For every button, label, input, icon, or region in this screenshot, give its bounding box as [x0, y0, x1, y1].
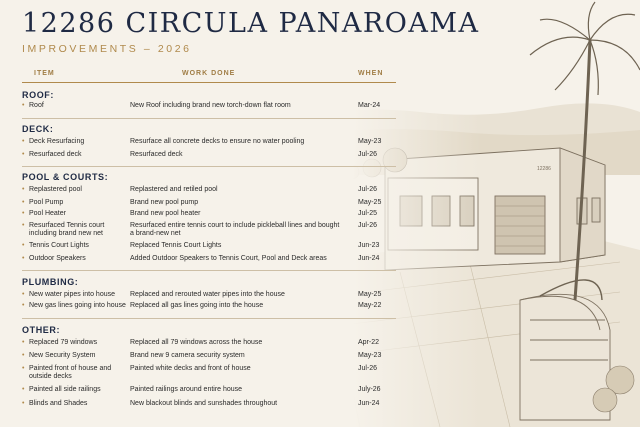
bullet-icon: • — [22, 199, 25, 206]
when-date: May-22 — [358, 302, 382, 309]
work-done: Replaced and rerouted water pipes into the house — [130, 291, 285, 298]
when-date: Mar-24 — [358, 102, 381, 109]
bullet-icon: • — [22, 400, 25, 407]
section-divider — [22, 166, 396, 167]
bullet-icon: • — [22, 352, 25, 359]
section-title-roof: ROOF: — [22, 90, 54, 100]
work-done: Painted railings around entire house — [130, 386, 243, 393]
section-divider — [22, 318, 396, 319]
when-date: Apr-22 — [358, 339, 380, 346]
when-date: May-25 — [358, 291, 382, 298]
header-divider — [22, 82, 396, 83]
work-done: Added Outdoor Speakers to Tennis Court, Pool and Deck areas — [130, 255, 327, 262]
bullet-icon: • — [22, 102, 25, 109]
page-title: 12286 CIRCULA PANAROAMA — [22, 8, 480, 39]
bullet-icon: • — [22, 386, 25, 393]
when-date: May-23 — [358, 138, 382, 145]
page-subtitle: IMPROVEMENTS – 2026 — [22, 43, 192, 55]
section-title-deck: DECK: — [22, 124, 54, 134]
bullet-icon: • — [22, 365, 25, 372]
work-done: New Roof including brand new torch-down flat room — [130, 102, 291, 109]
item-name: Painted front of house and outside decks — [29, 365, 112, 380]
work-done: Brand new 9 camera security system — [130, 352, 245, 359]
section-title-plumbing: PLUMBING: — [22, 277, 79, 287]
section-title-other: OTHER: — [22, 325, 61, 335]
item-name: Pool Heater — [29, 210, 66, 217]
item-name: Replaced 79 windows — [29, 339, 98, 346]
item-name: New Security System — [29, 352, 96, 359]
when-date: Jul-26 — [358, 151, 378, 158]
bullet-icon: • — [22, 302, 25, 309]
when-date: Jun-24 — [358, 400, 380, 407]
when-date: May-25 — [358, 199, 382, 206]
bullet-icon: • — [22, 291, 25, 298]
when-date: July-26 — [358, 386, 381, 393]
bullet-icon: • — [22, 210, 25, 217]
column-header-work-done: WORK DONE — [182, 70, 236, 77]
work-done: New blackout blinds and sunshades throughout — [130, 400, 278, 407]
when-date: Jul-26 — [358, 365, 378, 372]
item-name: Replastered pool — [29, 186, 82, 193]
when-date: Jul-26 — [358, 186, 378, 193]
bullet-icon: • — [22, 242, 25, 249]
work-done: Replaced all 79 windows across the house — [130, 339, 263, 346]
bullet-icon: • — [22, 186, 25, 193]
item-name: Painted all side railings — [29, 386, 101, 393]
when-date: May-23 — [358, 352, 382, 359]
work-done: Replaced Tennis Court Lights — [130, 242, 222, 249]
item-name: Roof — [29, 102, 44, 109]
bullet-icon: • — [22, 339, 25, 346]
item-name: Blinds and Shades — [29, 400, 88, 407]
work-done: Brand new pool heater — [130, 210, 201, 217]
work-done: Resurfaced entire tennis court to include pickleball lines and bought a brand-new net — [130, 222, 340, 237]
item-name: Tennis Court Lights — [29, 242, 89, 249]
bullet-icon: • — [22, 151, 25, 158]
item-name: Deck Resurfacing — [29, 138, 85, 145]
when-date: Jul-26 — [358, 222, 378, 229]
section-title-pool-courts: POOL & COURTS: — [22, 172, 109, 182]
when-date: Jul-25 — [358, 210, 378, 217]
work-done: Replastered and retiled pool — [130, 186, 218, 193]
item-name: Outdoor Speakers — [29, 255, 86, 262]
bullet-icon: • — [22, 138, 25, 145]
item-name: New gas lines going into house — [29, 302, 126, 309]
section-divider — [22, 270, 396, 271]
work-done: Replaced all gas lines going into the house — [130, 302, 264, 309]
column-header-when: WHEN — [358, 70, 384, 77]
work-done: Brand new pool pump — [130, 199, 199, 206]
bullet-icon: • — [22, 222, 25, 229]
bullet-icon: • — [22, 255, 25, 262]
work-done: Resurface all concrete decks to ensure no water pooling — [130, 138, 305, 145]
item-name: Resurfaced deck — [29, 151, 82, 158]
when-date: Jun-23 — [358, 242, 380, 249]
work-done: Resurfaced deck — [130, 151, 183, 158]
section-divider — [22, 118, 396, 119]
when-date: Jun-24 — [358, 255, 380, 262]
item-name: New water pipes into house — [29, 291, 115, 298]
work-done: Painted white decks and front of house — [130, 365, 251, 372]
item-name: Resurfaced Tennis court including brand new net — [29, 222, 105, 237]
column-header-item: ITEM — [34, 70, 55, 77]
item-name: Pool Pump — [29, 199, 64, 206]
